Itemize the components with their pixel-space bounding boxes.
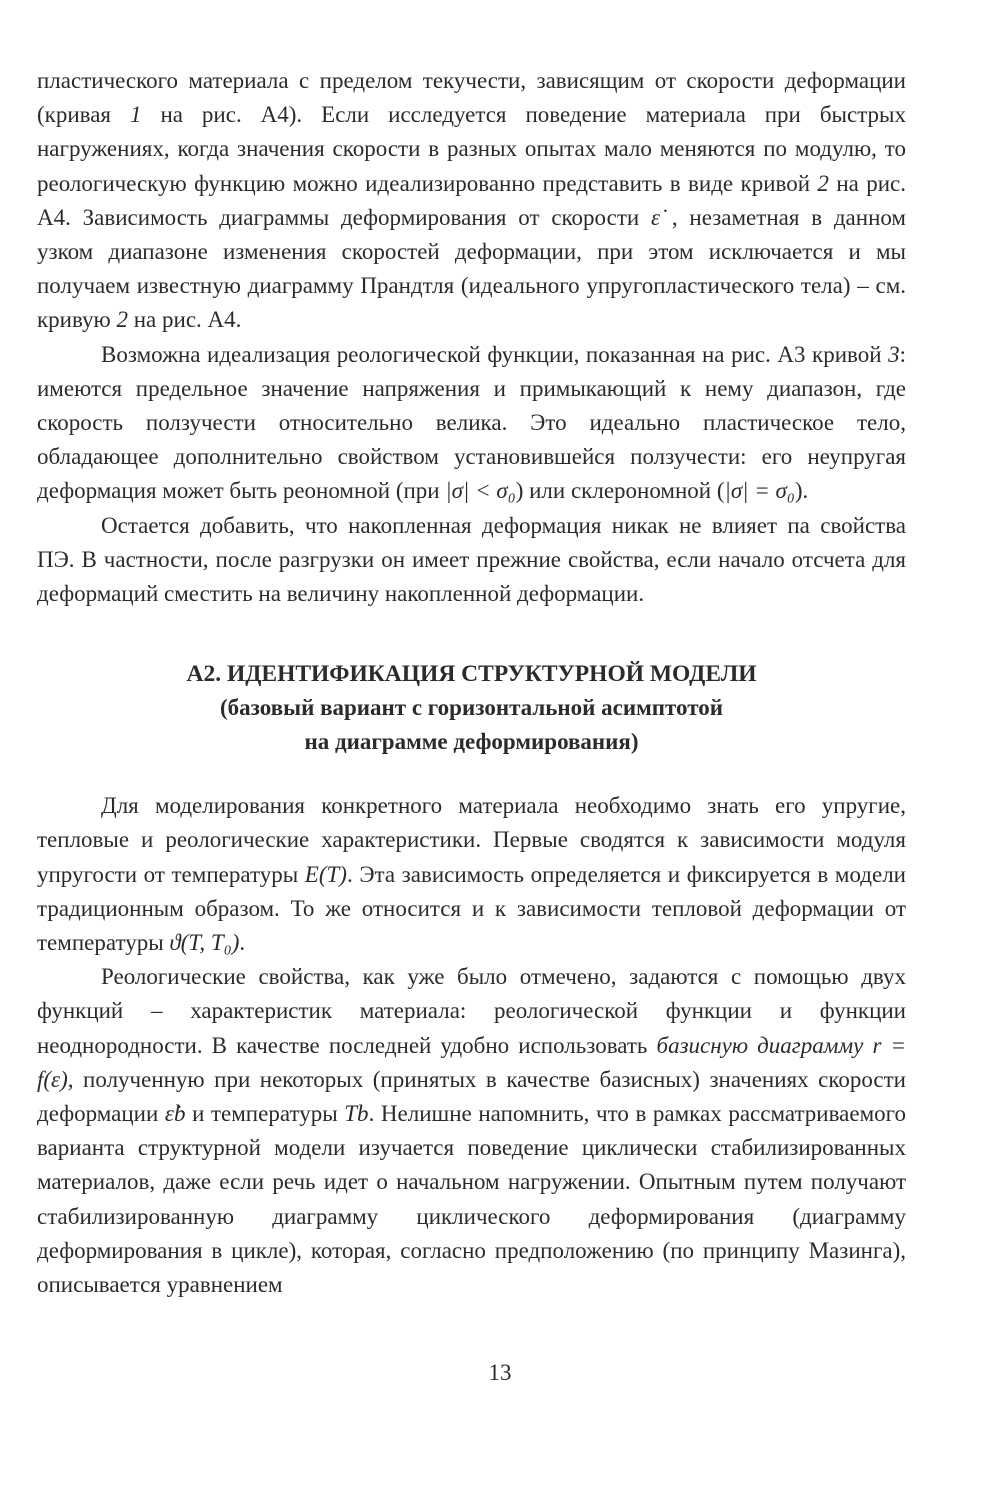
basis-strain-rate-symbol: ε̇b — [164, 1101, 186, 1127]
text-run: Возможна идеализация реологической функции, показанная на рис. А3 кривой — [101, 341, 889, 367]
text-run: на рис. А4. Зависимость диаграммы деформирования от скорости — [37, 170, 906, 230]
text-run: ). — [794, 478, 809, 504]
stress-condition: |σ| < σ₀ — [445, 478, 516, 504]
paragraph-accumulated-strain — [37, 509, 906, 612]
basis-diagram-term: базисную диаграмму — [656, 1032, 864, 1058]
text-run: , полученную при некоторых (принятых в качестве базисных) значениях скорости деформации — [37, 1066, 906, 1127]
thermal-strain-function: ϑ(T, T₀) — [169, 930, 240, 956]
text-run: на рис. А4). Если исследуется поведение материала при быстрых нагружениях, когда значения скорости в разных опытах мало меняются по модулю, то реологическую функцию можно идеализированно представить в виде кривой — [37, 102, 906, 196]
paragraph-material-characteristics — [37, 789, 906, 960]
section-subtitle-line: (базовый вариант с горизонтальной асимптотой — [220, 695, 723, 721]
section-subtitle-line: на диаграмме деформирования) — [304, 729, 639, 755]
paragraph-continuation — [37, 64, 906, 338]
curve-number: 3 — [888, 341, 900, 367]
page-text — [37, 64, 906, 1302]
text-run: ) или склерономной ( — [515, 478, 725, 504]
text-run: и температуры — [185, 1101, 345, 1127]
text-run: Реологические свойства, как уже было отмечено, задаются с помощью двух функций – характеристик материала: реологической функции и функции неоднородности. В качестве последней удобно использовать — [37, 964, 906, 1058]
paragraph-idealization — [37, 338, 906, 509]
stress-condition: |σ| = σ₀ — [724, 478, 795, 504]
text-run: . — [239, 930, 246, 956]
section-title: А2. ИДЕНТИФИКАЦИЯ СТРУКТУРНОЙ МОДЕЛИ — [186, 661, 757, 688]
text-run: пластического материала с пределом текучести, зависящим от скорости деформации (кривая — [37, 68, 906, 128]
text-run: , незаметная в данном узком диапазоне изменения скоростей деформации, при этом исключается и мы получаем известную диаграмму Прандтля (идеального упругопластического тела) – см. кривую — [37, 204, 906, 333]
page-number: 13 — [488, 1360, 512, 1385]
text-run: Остается добавить, что накопленная деформация никак не влияет па свойства ПЭ. В частности, после разгрузки он имеет прежние свойства, если начало отсчета для деформаций сместить на величину накопленной деформации. — [37, 512, 906, 607]
text-run: Для моделирования конкретного материала необходимо знать его упругие, тепловые и реологические характеристики. Первые сводятся к зависимости модуля упругости от температуры — [37, 793, 906, 887]
curve-number: 2 — [116, 307, 128, 333]
section-heading — [37, 657, 906, 759]
basis-temperature-symbol: Tb — [344, 1101, 369, 1127]
curve-number: 1 — [129, 102, 142, 128]
text-run: . Нелишне напомнить, что в рамках рассматриваемого варианта структурной модели изучается поведение циклически стабилизированных материалов, даже если речь идет о начальном нагружении. Опытным путем получают стабилизированную диаграмму циклического деформирования (диаграмму деформирования в цикле), которая, согласно предположению (по принципу Мазинга), описывается уравнением — [37, 1101, 906, 1298]
curve-number: 2 — [817, 170, 829, 196]
modulus-function: E(T) — [304, 861, 347, 887]
paragraph-rheological-properties — [37, 960, 906, 1302]
strain-rate-symbol: ε̇ — [651, 204, 661, 230]
text-run: : имеются предельное значение напряжения и примыкающий к нему диапазон, где скорость ползучести относительно велика. Это идеально пластическое тело, обладающее дополнительно свойством установившейся ползучести: его неупругая деформация может быть реономной (при — [37, 341, 906, 504]
text-run: . Эта зависимость определяется и фиксируется в модели традиционным образом. То же относится и к зависимости тепловой деформации от температуры — [37, 861, 906, 956]
text-run: на рис. А4. — [128, 307, 242, 333]
basis-diagram-formula: r = f(ε) — [37, 1032, 906, 1092]
